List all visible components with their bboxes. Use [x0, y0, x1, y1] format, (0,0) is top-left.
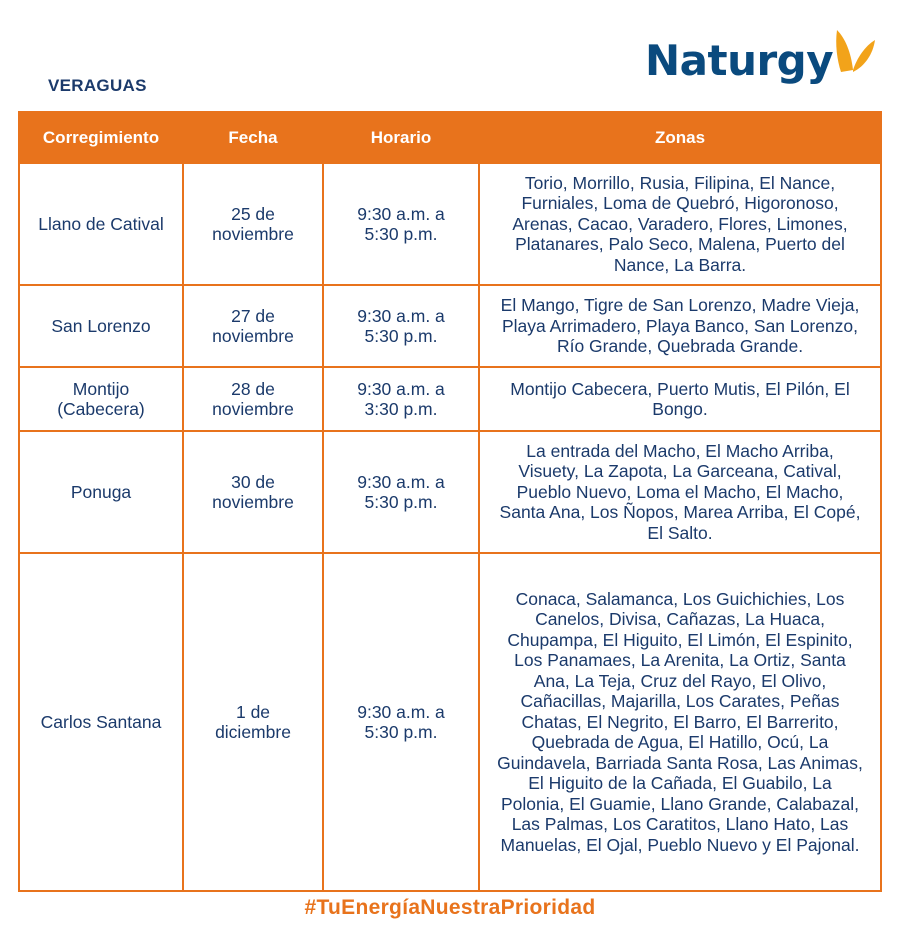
cell-horario: 9:30 a.m. a 5:30 p.m. — [323, 553, 479, 891]
cell-horario: 9:30 a.m. a 5:30 p.m. — [323, 431, 479, 553]
logo-text: Naturgy — [645, 36, 834, 85]
cell-fecha: 25 de noviembre — [183, 163, 323, 285]
cell-zonas: Conaca, Salamanca, Los Guichichies, Los Canelos, Divisa, Cañazas, La Huaca, Chupampa, El Higuito, El Limón, El Espinito, Los Panamaes, La Arenita, La Ortiz, Santa Ana, La Teja, Cruz del Rayo, El Olivo, Cañacillas, Majarilla, Los Carates, Peñas Chatas, El Negrito, El Barro, El Barrerito, Quebrada de Agua, El Hatillo, Ocú, La Guindavela, Barriada Santa Rosa, Las Animas, El Higuito de la Cañada, El Guabilo, La Polonia, El Guamie, Llano Grande, Calabazal, Las Palmas, Los Caratitos, Llano Hato, Las Manuelas, El Ojal, Pueblo Nuevo y El Pajonal. — [479, 553, 881, 891]
cell-corregimiento: Carlos Santana — [19, 553, 183, 891]
cell-corregimiento: Ponuga — [19, 431, 183, 553]
table-row — [19, 367, 881, 431]
table-header-row — [19, 112, 881, 163]
cell-corregimiento: Montijo (Cabecera) — [19, 367, 183, 431]
cell-fecha: 30 de noviembre — [183, 431, 323, 553]
cell-horario: 9:30 a.m. a 5:30 p.m. — [323, 163, 479, 285]
region-title: VERAGUAS — [48, 76, 147, 95]
schedule-table — [18, 111, 882, 892]
cell-zonas: Torio, Morrillo, Rusia, Filipina, El Nance, Furniales, Loma de Quebró, Higoronoso, Arenas, Cacao, Varadero, Flores, Limones, Platanares, Palo Seco, Malena, Puerto del Nance, La Barra. — [479, 163, 881, 285]
table-row — [19, 163, 881, 285]
column-header-horario: Horario — [323, 112, 479, 163]
table-row — [19, 285, 881, 367]
cell-fecha: 27 de noviembre — [183, 285, 323, 367]
cell-zonas: La entrada del Macho, El Macho Arriba, Visuety, La Zapota, La Garceana, Catival, Pueblo Nuevo, Loma el Macho, El Macho, Santa Ana, Los Ñopos, Marea Arriba, El Copé, El Salto. — [479, 431, 881, 553]
column-header-corregimiento: Corregimiento — [19, 112, 183, 163]
cell-fecha: 28 de noviembre — [183, 367, 323, 431]
footer-hashtag: #TuEnergíaNuestraPrioridad — [304, 896, 596, 919]
cell-fecha: 1 de diciembre — [183, 553, 323, 891]
table-row — [19, 431, 881, 553]
cell-corregimiento: Llano de Catival — [19, 163, 183, 285]
table-row — [19, 553, 881, 891]
cell-zonas: El Mango, Tigre de San Lorenzo, Madre Vieja, Playa Arrimadero, Playa Banco, San Lorenzo, Río Grande, Quebrada Grande. — [479, 285, 881, 367]
column-header-zonas: Zonas — [479, 112, 881, 163]
cell-zonas: Montijo Cabecera, Puerto Mutis, El Pilón, El Bongo. — [479, 367, 881, 431]
naturgy-logo — [645, 26, 879, 83]
cell-horario: 9:30 a.m. a 3:30 p.m. — [323, 367, 479, 431]
cell-corregimiento: San Lorenzo — [19, 285, 183, 367]
cell-horario: 9:30 a.m. a 5:30 p.m. — [323, 285, 479, 367]
column-header-fecha: Fecha — [183, 112, 323, 163]
butterfly-icon — [831, 26, 879, 83]
